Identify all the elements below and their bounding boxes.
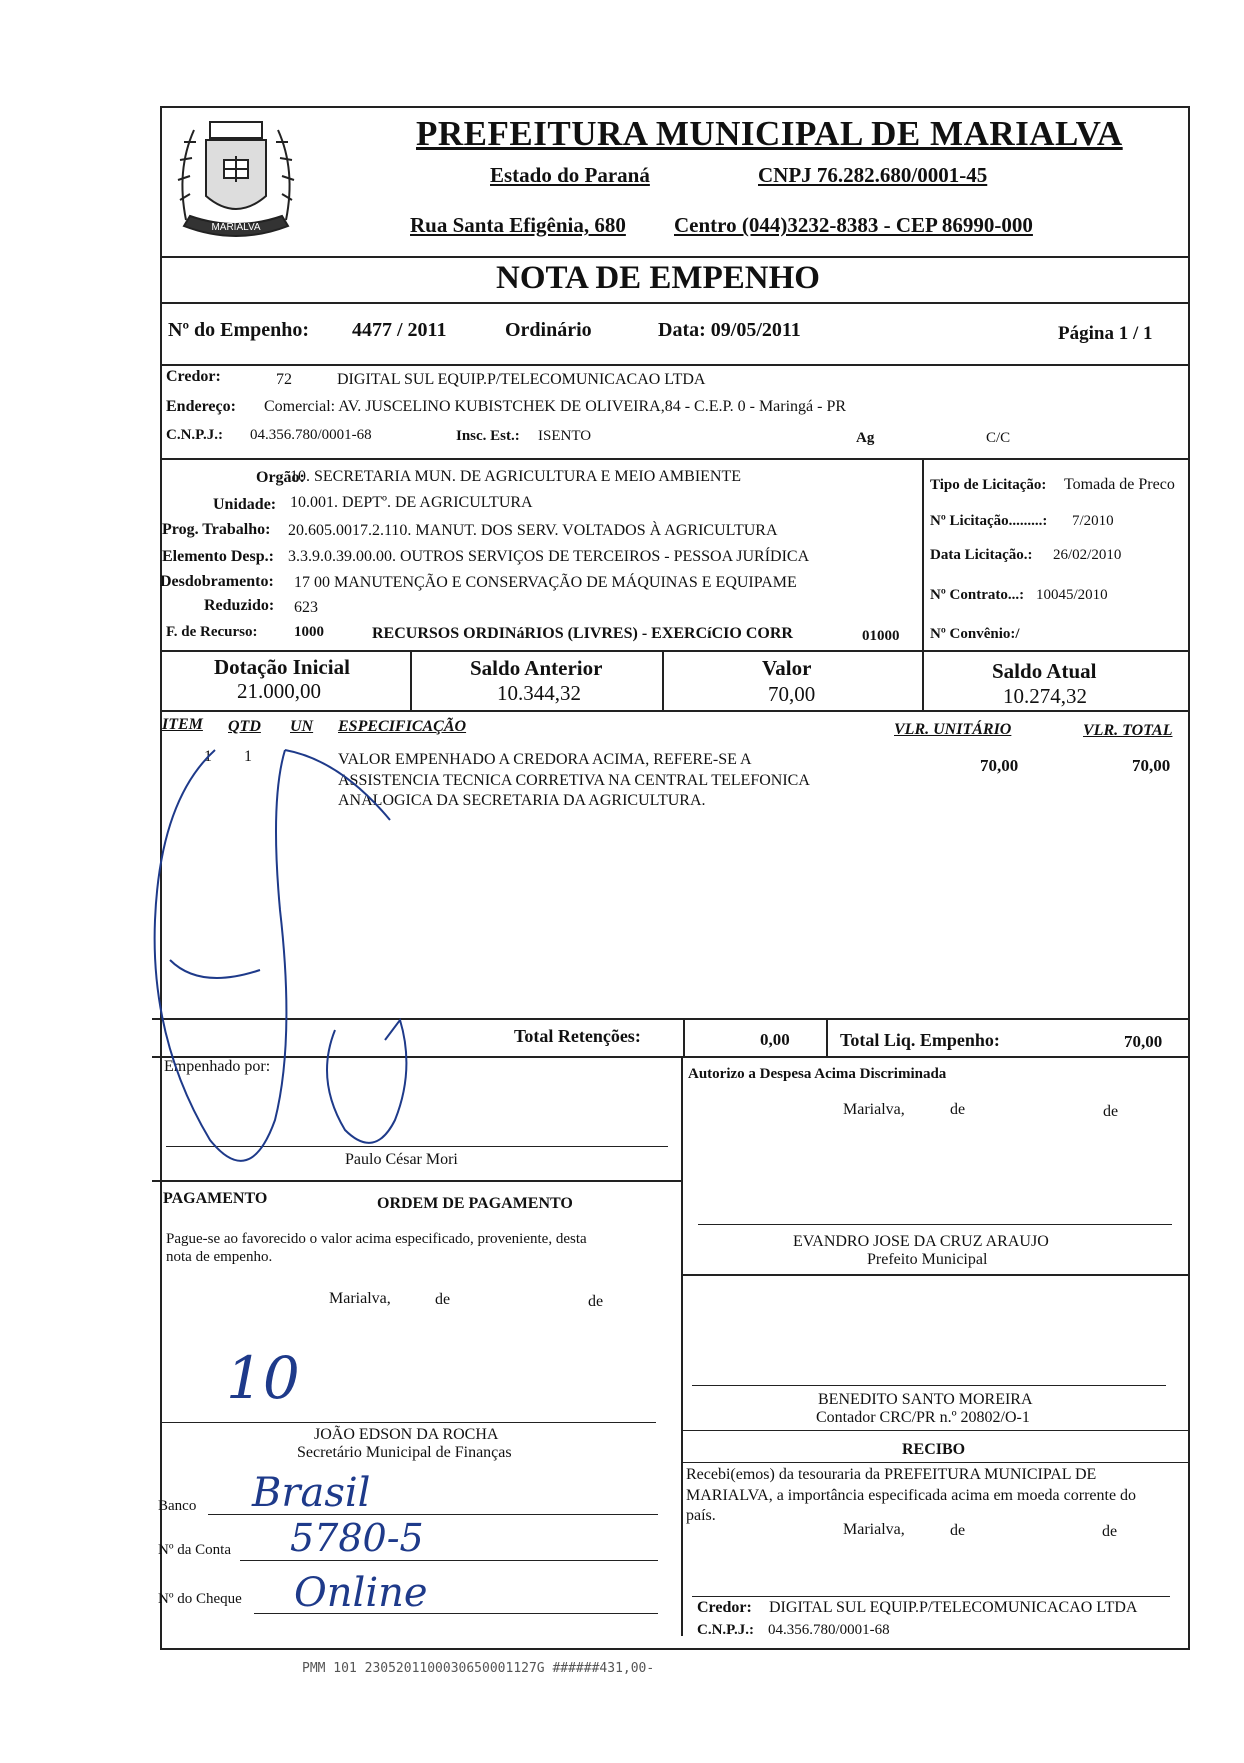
secretario-role: Secretário Municipal de Finanças: [297, 1444, 512, 1461]
handwritten-conta: 5780-5: [290, 1516, 424, 1560]
header-district-phone-cep: Centro (044)3232-8383 - CEP 86990-000: [674, 213, 1033, 237]
elemento-desp-value: 3.3.9.0.39.00.00. OUTROS SERVIÇOS DE TERCEIROS - PESSOA JURÍDICA: [288, 548, 810, 565]
recibo-credor-label: Credor:: [697, 1599, 752, 1616]
desdobramento-value: 17 00 MANUTENÇÃO E CONSERVAÇÃO DE MÁQUINAS E EQUIPAME: [294, 574, 797, 591]
saldo-atual-label: Saldo Atual: [992, 659, 1097, 683]
valor-value: 70,00: [768, 682, 816, 706]
total-retencoes-value: 0,00: [760, 1030, 790, 1049]
fonte-recurso-code: 1000: [294, 624, 324, 640]
total-liquido-value: 70,00: [1124, 1032, 1163, 1051]
col-item: ITEM: [162, 716, 203, 733]
col-especificacao: ESPECIFICAÇÃO: [338, 718, 467, 735]
empenho-type: Ordinário: [505, 319, 592, 341]
contrato-value: 10045/2010: [1036, 587, 1108, 603]
page-number: Página 1 / 1: [1058, 323, 1153, 344]
prefeito-name: EVANDRO JOSE DA CRUZ ARAUJO: [793, 1233, 1049, 1250]
num-licitacao-label: Nº Licitação.........:: [930, 513, 1048, 529]
recibo-text-3: país.: [686, 1507, 716, 1524]
fonte-recurso-desc: RECURSOS ORDINáRIOS (LIVRES) - EXERCíCIO CORR: [372, 625, 793, 642]
handwritten-cheque: Online: [294, 1570, 428, 1616]
recibo-place: Marialva,: [843, 1521, 905, 1538]
prefeito-role: Prefeito Municipal: [867, 1251, 988, 1268]
item-number: 1: [204, 748, 212, 765]
handwritten-banco: Brasil: [252, 1470, 371, 1516]
recibo-text-2: MARIALVA, a importância especificada acima em moeda corrente do: [686, 1487, 1137, 1504]
ordem-pagamento-label: ORDEM DE PAGAMENTO: [377, 1195, 573, 1212]
credor-code: 72: [276, 371, 292, 388]
saldo-anterior-value: 10.344,32: [497, 681, 581, 705]
col-vlr-total: VLR. TOTAL: [1083, 722, 1173, 739]
coat-of-arms-seal: [166, 100, 306, 250]
data-licitacao-label: Data Licitação.:: [930, 547, 1033, 563]
autorizo-de-1: de: [950, 1101, 966, 1118]
insc-est-label: Insc. Est.:: [456, 428, 520, 444]
reduzido-value: 623: [294, 599, 318, 616]
reduzido-label: Reduzido:: [204, 597, 275, 614]
header-cnpj: CNPJ 76.282.680/0001-45: [758, 163, 988, 187]
saldo-atual-value: 10.274,32: [1003, 684, 1087, 708]
valor-label: Valor: [762, 656, 812, 680]
col-vlr-unitario: VLR. UNITÁRIO: [894, 721, 1012, 738]
elemento-desp-label: Elemento Desp.:: [162, 548, 274, 565]
pagamento-de-1: de: [435, 1291, 451, 1308]
pagamento-place: Marialva,: [329, 1290, 391, 1307]
col-un: UN: [290, 718, 314, 735]
data-licitacao-value: 26/02/2010: [1053, 547, 1122, 563]
recibo-cnpj-value: 04.356.780/0001-68: [768, 1622, 890, 1638]
recibo-de-1: de: [950, 1522, 966, 1539]
item-spec-line1: VALOR EMPENHADO A CREDORA ACIMA, REFERE-SE A: [338, 751, 752, 768]
credor-address: Comercial: AV. JUSCELINO KUBISTCHEK DE OLIVEIRA,84 - C.E.P. 0 - Maringá - PR: [264, 398, 847, 415]
seal-text: MARIALVA: [211, 222, 261, 233]
unidade-value: 10.001. DEPTº. DE AGRICULTURA: [290, 494, 533, 511]
credor-cnpj: 04.356.780/0001-68: [250, 427, 372, 443]
col-qtd: QTD: [228, 718, 261, 735]
recibo-credor-value: DIGITAL SUL EQUIP.P/TELECOMUNICACAO LTDA: [769, 1599, 1138, 1616]
endereco-label: Endereço:: [166, 398, 236, 415]
autorizo-label: Autorizo a Despesa Acima Discriminada: [688, 1066, 947, 1082]
insc-est-value: ISENTO: [538, 428, 592, 444]
convenio-label: Nº Convênio:/: [930, 626, 1020, 642]
prog-trabalho-label: Prog. Trabalho:: [162, 521, 271, 538]
credor-cnpj-label: C.N.P.J.:: [166, 427, 223, 443]
fonte-recurso-label: F. de Recurso:: [166, 624, 258, 640]
autorizo-de-2: de: [1103, 1103, 1119, 1120]
tipo-licitacao-label: Tipo de Licitação:: [930, 477, 1047, 493]
empenhado-por-name: Paulo César Mori: [345, 1151, 458, 1168]
empenho-date: Data: 09/05/2011: [658, 319, 801, 341]
desdobramento-label: Desdobramento:: [160, 573, 274, 590]
credor-name: DIGITAL SUL EQUIP.P/TELECOMUNICACAO LTDA: [337, 371, 706, 388]
orgao-label: Orgão:: [256, 469, 305, 486]
pagamento-label: PAGAMENTO: [163, 1190, 268, 1207]
total-liquido-label: Total Liq. Empenho:: [840, 1030, 1000, 1050]
contrato-label: Nº Contrato...:: [930, 587, 1025, 603]
saldo-anterior-label: Saldo Anterior: [470, 656, 603, 680]
item-spec-line2: ASSISTENCIA TECNICA CORRETIVA NA CENTRAL TELEFONICA: [338, 772, 810, 789]
unidade-label: Unidade:: [213, 496, 277, 513]
tipo-licitacao-value: Tomada de Preco: [1064, 476, 1175, 493]
cheque-label: Nº do Cheque: [158, 1591, 242, 1607]
conta-label: Nº da Conta: [158, 1542, 231, 1558]
footer-code: PMM 101 2305201100030650001127G ######431,00-: [302, 1661, 655, 1676]
contador-name: BENEDITO SANTO MOREIRA: [818, 1391, 1033, 1408]
contador-role: Contador CRC/PR n.º 20802/O-1: [816, 1409, 1030, 1426]
state-name: Estado do Paraná: [490, 163, 650, 187]
recibo-title: RECIBO: [902, 1441, 966, 1458]
item-qtd: 1: [244, 748, 252, 765]
prog-trabalho-value: 20.605.0017.2.110. MANUT. DOS SERV. VOLTADOS À AGRICULTURA: [288, 522, 778, 539]
item-spec-line3: ANALOGICA DA SECRETARIA DA AGRICULTURA.: [338, 792, 706, 809]
dotacao-inicial-value: 21.000,00: [237, 679, 321, 703]
fonte-recurso-num: 01000: [862, 628, 900, 644]
pagamento-text-2: nota de empenho.: [166, 1249, 273, 1265]
pagamento-de-2: de: [588, 1293, 604, 1310]
recibo-cnpj-label: C.N.P.J.:: [697, 1622, 754, 1638]
credor-label: Credor:: [166, 368, 221, 385]
pagamento-text-1: Pague-se ao favorecido o valor acima especificado, proveniente, desta: [166, 1231, 587, 1247]
item-vlr-total: 70,00: [1132, 756, 1171, 775]
banco-label: Banco: [158, 1498, 197, 1514]
empenho-label: Nº do Empenho:: [168, 319, 310, 341]
recibo-text-1: Recebi(emos) da tesouraria da PREFEITURA MUNICIPAL DE: [686, 1466, 1097, 1483]
orgao-value: 10. SECRETARIA MUN. DE AGRICULTURA E MEIO AMBIENTE: [290, 468, 742, 485]
handwritten-mark: 10: [226, 1344, 300, 1412]
secretario-name: JOÃO EDSON DA ROCHA: [314, 1426, 499, 1443]
document-title: NOTA DE EMPENHO: [496, 260, 820, 296]
autorizo-place: Marialva,: [843, 1101, 905, 1118]
municipality-title: PREFEITURA MUNICIPAL DE MARIALVA: [416, 114, 1123, 153]
recibo-de-2: de: [1102, 1523, 1118, 1540]
signature-scribble: [140, 740, 560, 1200]
item-vlr-unitario: 70,00: [980, 756, 1019, 775]
total-retencoes-label: Total Retenções:: [514, 1026, 641, 1046]
empenho-number: 4477 / 2011: [352, 319, 447, 341]
agencia-label: Ag: [856, 430, 875, 446]
dotacao-inicial-label: Dotação Inicial: [214, 655, 350, 679]
conta-corrente-label: C/C: [986, 430, 1011, 446]
num-licitacao-value: 7/2010: [1072, 513, 1114, 529]
empenhado-por-label: Empenhado por:: [164, 1058, 271, 1075]
header-address: Rua Santa Efigênia, 680: [410, 213, 626, 237]
